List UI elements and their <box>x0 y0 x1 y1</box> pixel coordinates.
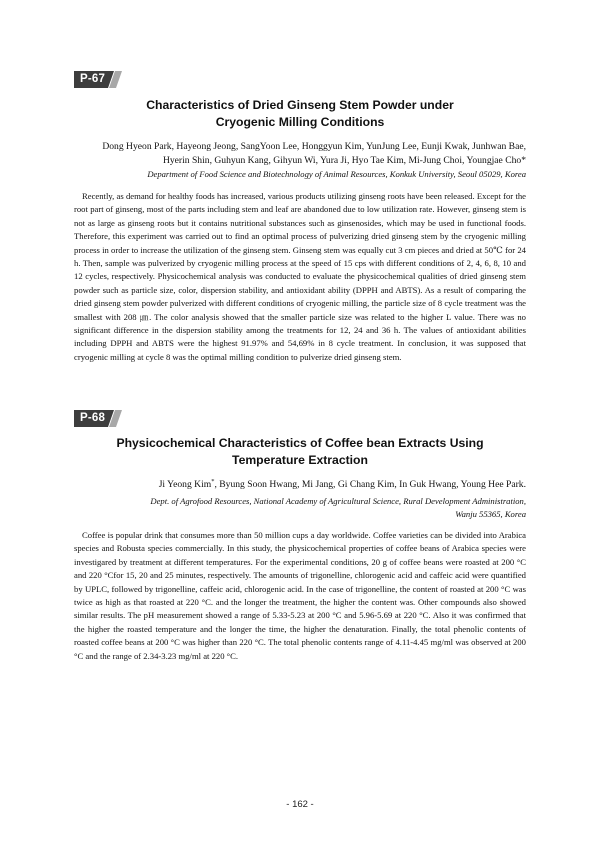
affiliation-line: Wanju 55365, Korea <box>455 509 526 519</box>
corresponding-author-mark: * <box>211 477 215 485</box>
abstract-body <box>74 529 526 663</box>
abstract-title-line: Characteristics of Dried Ginseng Stem Powder under <box>146 98 454 112</box>
author-line: Dong Hyeon Park, Hayeong Jeong, SangYoon Lee, Honggyun Kim, YunJung Lee, Eunji Kwak, Junhwan Bae, <box>102 141 526 152</box>
abstract-title <box>74 435 526 469</box>
affiliation-line: Dept. of Agrofood Resources, National Academy of Agricultural Science, Rural Development Administration, <box>150 496 526 506</box>
author-line: Hyerin Shin, Guhyun Kang, Gihyun Wi, Yura Ji, Hyo Tae Kim, Mi-Jung Choi, Youngjae Cho* <box>162 154 526 166</box>
abstract-code: P-67 <box>80 73 106 85</box>
abstract-title-line: Cryogenic Milling Conditions <box>215 115 385 129</box>
page-number: - 162 - <box>286 799 314 810</box>
abstract-code: P-68 <box>80 412 106 424</box>
abstract-code-badge <box>74 71 122 88</box>
abstract-body <box>74 190 526 364</box>
abstract-paragraph: Coffee is popular drink that consumes more than 50 million cups a day worldwide. Coffee varieties can be divided into Arabica species and Robusta species commercially. In this study, the physicochemical properties of coffee beans of Arabica species were investigared by treatment at different temperatures. For the experimental conditions, 20 g of coffee beans were roasted at 200 °C and 220 °Cfor 15, 20 and 25 minutes, respectively. The amounts of trigonelline, chlorogenic acid and caffeic acid were quantified by UPLC, followed by trigonelline, caffeic acid, chlorogenic acid. In the case of trigonelline, the content of roasted at 200 °C was twice as high as that roasted at 220 °C. and the longer the treatment, the higher the content was. Other compounds also showed similar results. The pH measurement showed a range of 5.33-5.23 at 200 °C and 5.96-5.69 at 220 °C. Also it was confirmed that the higher the roasted temperature and the longer the time, the higher the denaturation. Finally, the total phenolic contents of roasted coffee beans at 200 °C was higher than 220 °C. The total phenolic contents range of 4.11-4.45 mg/ml was observed at 200 °C and the range of 2.34-3.23 mg/ml at 220 °C. <box>74 530 526 661</box>
author-names-rest: , Byung Soon Hwang, Mi Jang, Gi Chang Kim, In Guk Hwang, Young Hee Park. <box>214 479 526 490</box>
author-name: Ji Yeong Kim <box>158 479 212 490</box>
affiliation-line: Department of Food Science and Biotechnology of Animal Resources, Konkuk University, Seoul 05029, Korea <box>147 169 526 179</box>
abstract-title-line: Physicochemical Characteristics of Coffee bean Extracts Using <box>116 436 484 450</box>
author-list <box>74 478 526 492</box>
author-list <box>74 140 526 167</box>
affiliation <box>74 168 526 181</box>
abstract-title <box>74 97 526 131</box>
affiliation <box>74 495 526 521</box>
abstract-paragraph: Recently, as demand for healthy foods has increased, various products utilizing ginseng roots have been released. Except for the root part of ginseng, most of the parts including stem and leaf are abandoned due to low utilization rate. However, ginseng stem is not as large as ginseng roots but it contains nutritional substances such as ginsenosides, which may be used in functional foods. Therefore, this experiment was carried out to find an optimal process of pulverizing dried ginseng stem by the cryogenic milling process in order to increase the utilization of the ginseng stem. Ginseng stem was equally cut 3 cm pieces and dried at 50℃ for 24 h. Then, sample was pulverized by cryogenic milling process at the speed of 15 cps with different conditions of 2, 4, 6, 8, 10 and 12 cycles, respectively. Physicochemical analysis was conducted to evaluate the physicochemical qualities of dried ginseng stem powder such as particle size, color, dispersion stability, and antioxidant ability (DPPH and ABTS). As a result of comparing the dried ginseng stem powder pulverized with different conditions of cryogenic milling, the particle size of 8 cycle treatment was the smallest with 208 ㎛. The color analysis showed that the smaller particle size was related to the higher L value. There was no significant difference in the dispersion stability among the treatments for 12, 24 and 36 h. The values of antioxidant abilities including DPPH and ABTS were the highest 91.97% and 54,69% in 8 cycle treatment. In conclusion, it was supposed that cryogenic milling at cycle 8 was the optimal milling condition to pulverize dried ginseng stem. <box>74 191 526 362</box>
abstract-title-line: Temperature Extraction <box>232 453 368 467</box>
author-line <box>74 478 526 492</box>
abstract-code-badge <box>74 410 122 427</box>
